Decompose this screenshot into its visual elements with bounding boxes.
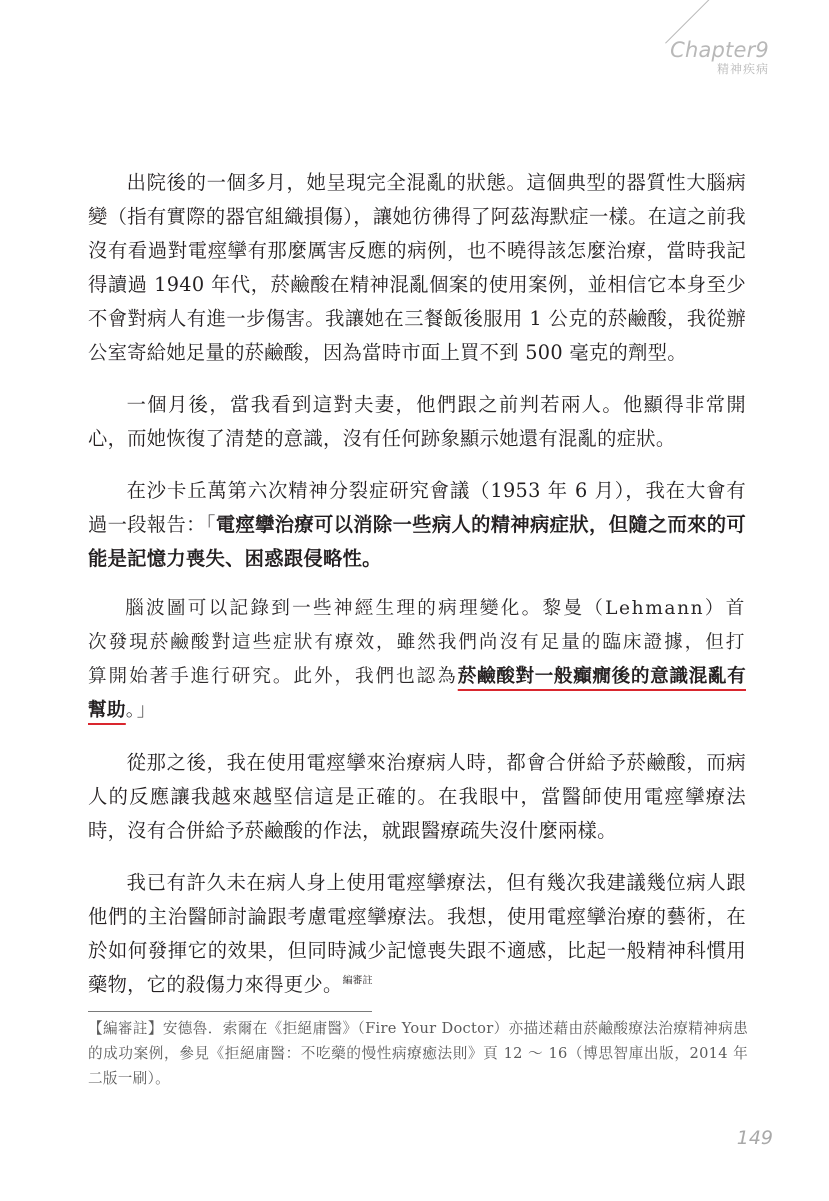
paragraph-2: 一個月後，當我看到這對夫妻，他們跟之前判若兩人。他顯得非常開心，而她恢復了清楚的意識，沒有任何跡象顯示她還有混亂的症狀。 [88,393,746,450]
footnote: 【編審註】安德魯．索爾在《拒絕庸醫》（Fire Your Doctor）亦描述藉由菸鹼酸療法治療精神病患的成功案例，參見《拒絕庸醫：不吃藥的慢性病療癒法則》頁 12 ～ 16（博思智庫出版，2014 年二版一刷）。 [88,1020,748,1087]
paragraph-5-text: 我已有許久未在病人身上使用電痙攣療法，但有幾次我建議幾位病人跟他們的主治醫師討論跟考慮電痙攣療法。我想，使用電痙攣治療的藝術，在於如何發揮它的效果，但同時減少記憶喪失跟不適感，比起一般精神科慣用藥物，它的殺傷力來得更少。 [88,871,746,996]
paragraph-5 [88,866,746,1002]
editor-note-marker: 編審註 [342,975,373,987]
paragraph-1: 出院後的一個多月，她呈現完全混亂的狀態。這個典型的器質性大腦病變（指有實際的器官組織損傷），讓她彷彿得了阿茲海默症一樣。在這之前我沒有看過對電痙攣有那麼厲害反應的病例，也不曉得該怎麼治療，當時我記得讀過 1940 年代，菸鹼酸在精神混亂個案的使用案例，並相信它本身至少不會對病人有進一步傷害。我讓她在三餐飯後服用 1 公克的菸鹼酸，我從辦公室寄給她足量的菸鹼酸，因為當時市面上買不到 500 毫克的劑型。 [88,171,746,364]
block-quote-end: 。」 [125,700,157,721]
chapter-title: Chapter9 [670,38,769,62]
paragraph-4: 從那之後，我在使用電痙攣來治療病人時，都會合併給予菸鹼酸，而病人的反應讓我越來越堅信這是正確的。在我眼中，當醫師使用電痙攣療法時，沒有合併給予菸鹼酸的作法，就跟醫療疏失沒什麼兩樣。 [88,751,746,842]
footnote-divider [88,1011,372,1012]
chapter-subtitle: 精神疾病 [716,62,769,76]
block-quote [88,592,746,728]
chapter-header [670,38,769,77]
page-number: 149 [736,1127,773,1149]
block-quote-text: 腦波圖可以記錄到一些神經生理的病理變化。黎曼（Lehmann）首次發現菸鹼酸對這些症狀有療效，雖然我們尚沒有足量的臨床證據，但打算開始著手進行研究。此外，我們也認為 [88,598,746,687]
body-text [88,166,746,1002]
paragraph-3-bold-quote: 電痙攣治療可以消除一些病人的精神病症狀，但隨之而來的可能是記憶力喪失、困惑跟侵略性。 [88,513,746,570]
block-quote-underlined: 菸鹼酸對一般癲癇後的意識混亂有幫助 [88,666,746,721]
paragraph-3 [88,474,746,576]
paragraph-3-intro: 在沙卡丘萬第六次精神分裂症研究會議（1953 年 6 月），我在大會有過一段報告：「 [88,479,746,536]
